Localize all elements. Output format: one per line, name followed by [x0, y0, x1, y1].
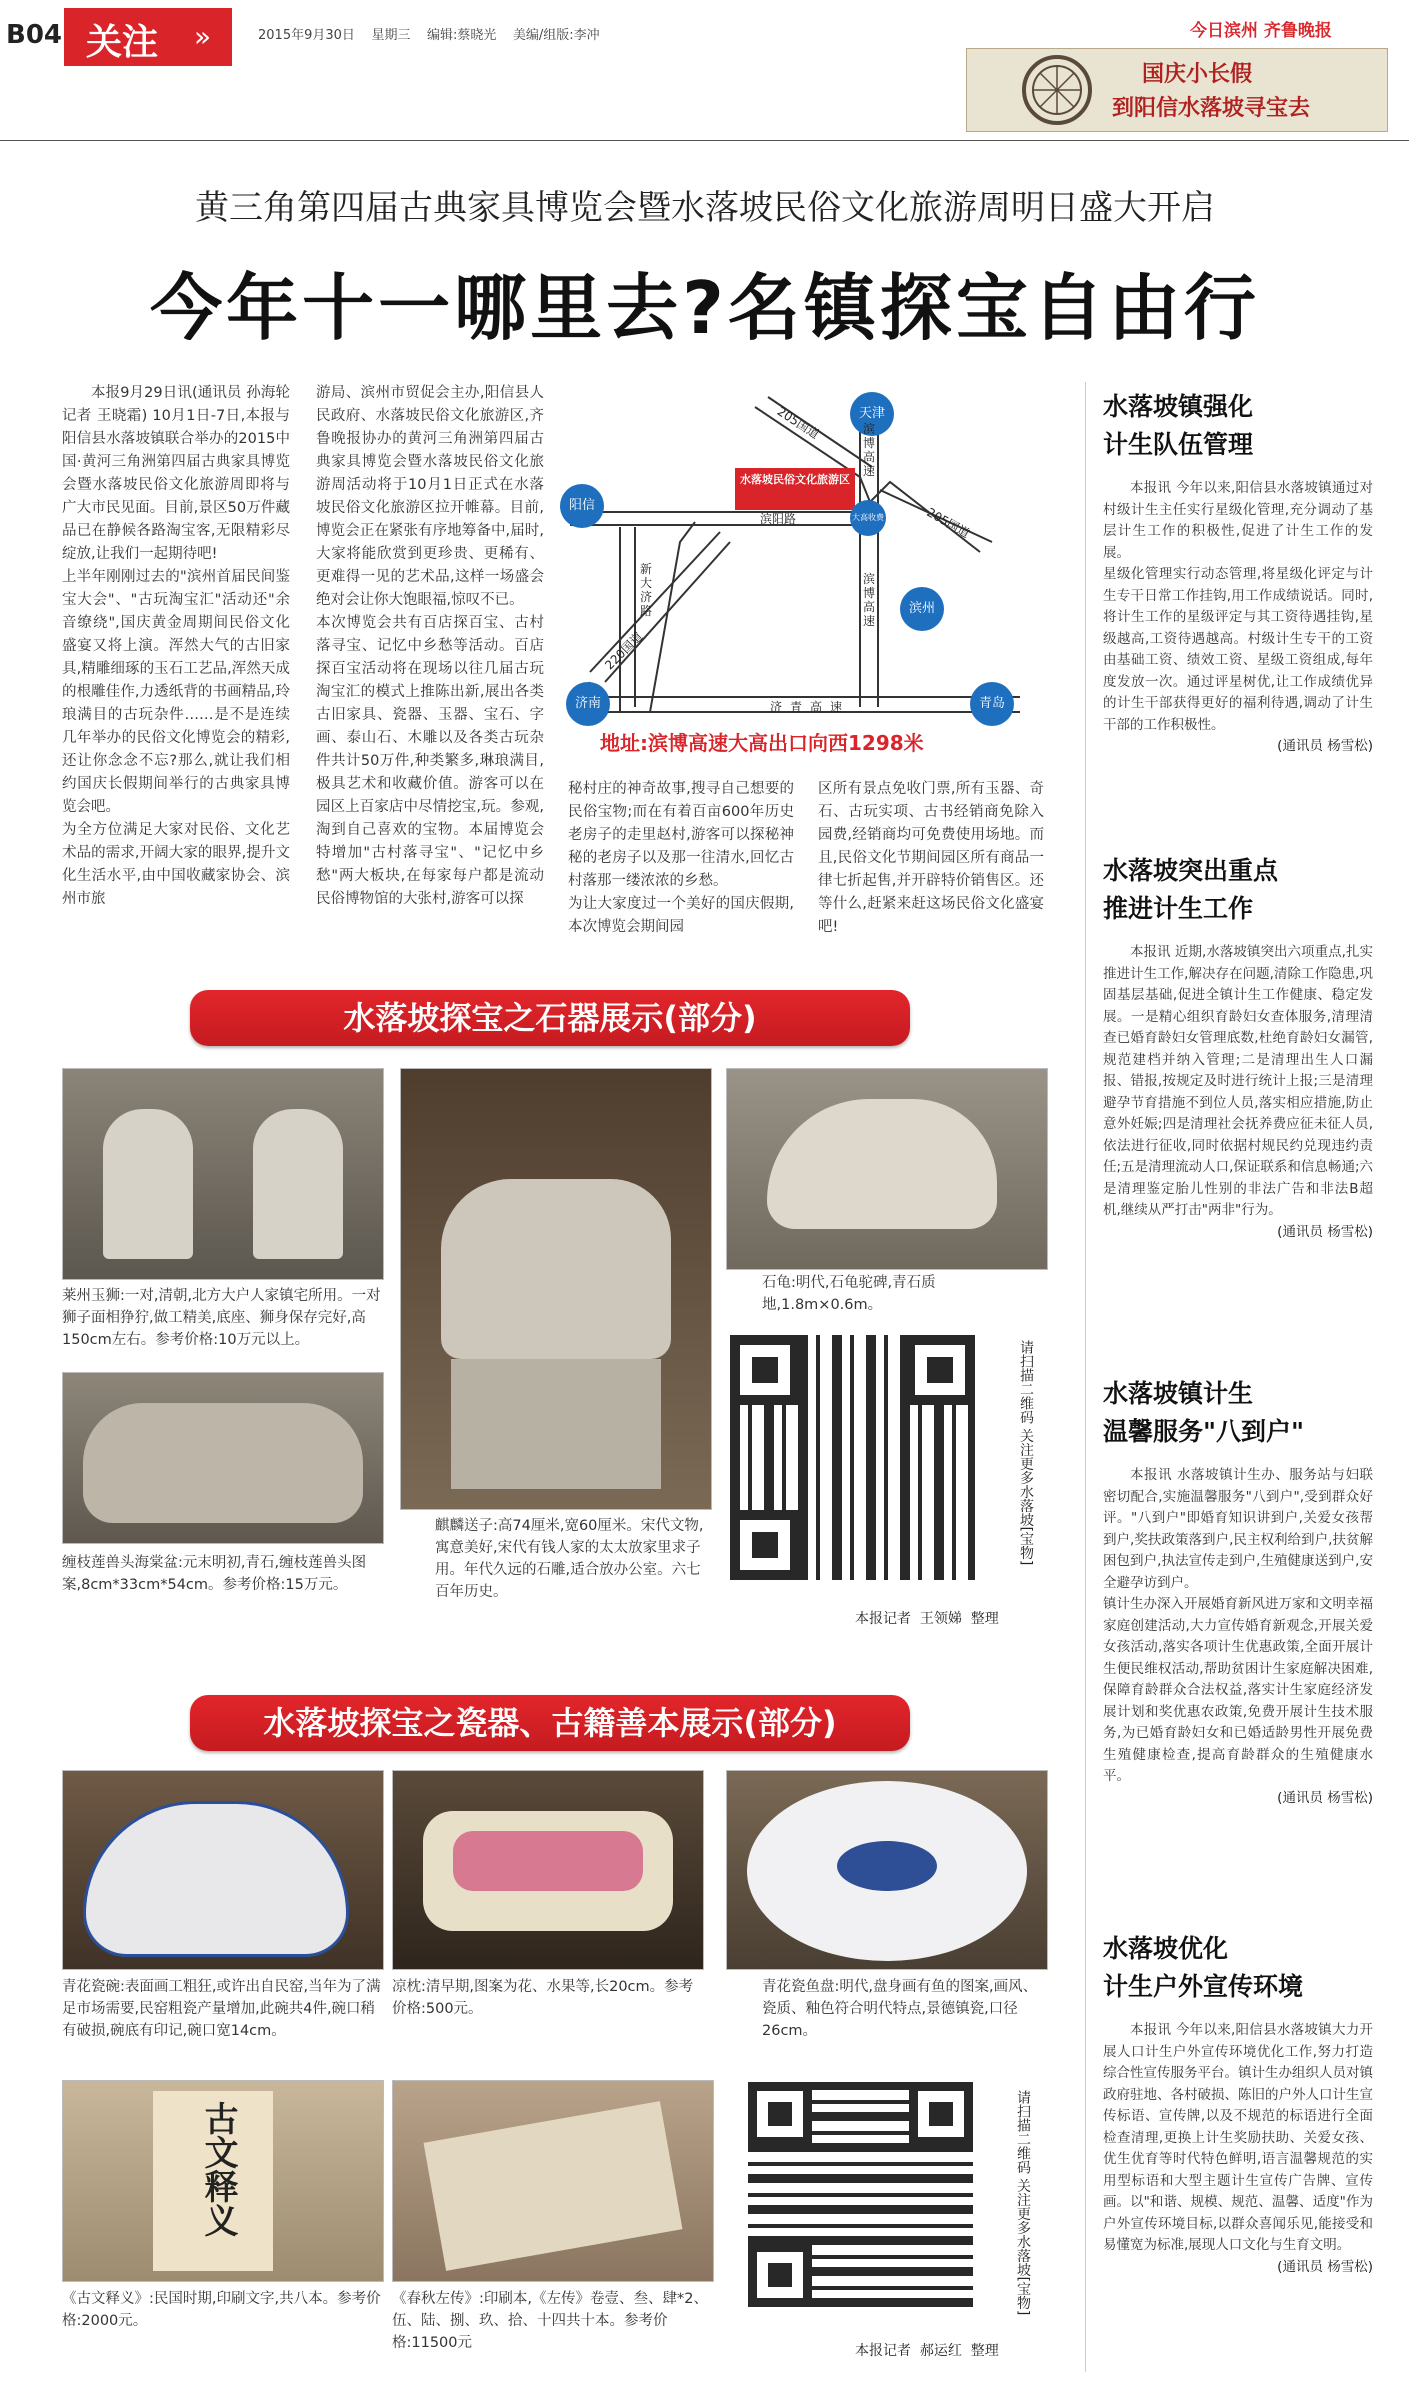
map-spot-label: 水落坡民俗文化旅游区 — [740, 473, 850, 486]
paper-name: 今日滨州 齐鲁晚报 — [1190, 21, 1332, 41]
photo-book-2 — [392, 2080, 714, 2282]
map-road-xinda: 新大济路 — [640, 562, 653, 618]
pavilion-window-icon — [997, 51, 1117, 129]
photo-plate — [726, 1770, 1048, 1970]
sidebar-article-3 — [1103, 1375, 1373, 1809]
article-col-3: 秘村庄的神奇故事,搜寻自己想要的民俗宝物;而在有着百亩600年历史老房子的走里赵村,游客可以探秘神秘的老房子以及那一往清水,回忆古村落那一缕浓浓的乡愁。 为让大家度过一个美好的国庆假期,本次博览会期间园 — [568, 781, 794, 935]
article-col-1: 本报9月29日讯(通讯员 孙海轮 记者 王晓霜) 10月1日-7日,本报与阳信县水落坡镇联合举办的2015中国·黄河三角洲第四届古典家具博览会暨水落坡民俗文化旅游周即将与广大市民见面。目前,景区50万件藏品已在静候各路淘宝客,无限精彩尽绽放,让我们一起期待吧! 上半年刚刚过去的"滨州首届民间鉴宝大会"、"古玩淘宝汇"活动还"余音缭绕",国庆黄金周期间民俗文化盛宴又将上演。浑然大气的古旧家具,精雕细琢的玉石工艺品,浑然天成的根雕佳作,力透纸背的书画精品,玲琅满目的古玩杂件……是不是连续几年举办的民俗文化博览会的精彩,还让你念念不忘?那么,就让我们相约国庆长假期间举行的古典家具博览会吧。 为全方位满足大家对民俗、文化艺术品的需求,开阔大家的眼界,提升文化生活水平,由中国收藏家协会、滨州市旅 — [62, 385, 290, 907]
headline-kicker: 黄三角第四届古典家具博览会暨水落坡民俗文化旅游周明日盛大开启 — [195, 188, 1215, 228]
photo-bowl — [62, 1770, 384, 1970]
sidebar-article-2 — [1103, 852, 1373, 1243]
map-road-220: 220国道 — [602, 629, 646, 673]
qr-code-stone[interactable] — [730, 1335, 975, 1580]
book-cover-title: 古文释义 — [198, 2101, 238, 2237]
sidebar-body-3: 本报讯 水落坡镇计生办、服务站与妇联密切配合,实施温馨服务"八到户",受到群众好评。"八到户"即婚育知识讲到户,关爱女孩帮到户,奖扶政策落到户,民主权利给到户,扶贫解困包到户,执法宣传走到户,生殖健康送到户,安全避孕访到户。 镇计生办深入开展婚育新风进万家和文明幸福家庭创建活动,大力宣传婚育新观念,开展关爱女孩活动,落实各项计生优惠政策,全面开展计生便民维权活动,帮助贫困计生家庭解决困难,保障育龄群众合法权益,落实计生家庭经济发展计划和奖优惠农政策,免费开展计生技术服务,为已婚育龄妇女和已婚适龄男性开展免费生殖健康检查,提高育龄群众的生殖健康水平。 — [1103, 1467, 1373, 1784]
map-city-qingdao: 青岛 — [970, 682, 1014, 726]
sidebar-body-2: 本报讯 近期,水落坡镇突出六项重点,扎实推进计生工作,解决存在问题,清除工作隐患,巩固基层基础,促进全镇计生工作健康、稳定发展。一是精心组织育龄妇女查体服务,清理清查已婚育龄妇女管理底数,杜绝育龄妇女漏管,规范建档并纳入管理;二是清理出生人口漏报、错报,按规定及时进行统计上报;三是清理避孕节育措施不到位人员,落实相应措施,防止意外妊娠;四是清理社会抚养费应征未征人员,依法进行征收,同时依据村规民约兑现违约责任;五是清理流动人口,保证联系和信息畅通;六是清理鉴定胎儿性别的非法广告和非法B超机,继续从严打击"两非"行为。 — [1103, 944, 1373, 1218]
qr-note-stone: 请扫描二维码 关注更多水落坡[宝物] — [1018, 1340, 1034, 1566]
caption-lions: 莱州玉狮:一对,清朝,北方大户人家镇宅所用。一对狮子面相狰狞,做工精美,底座、狮身保存完好,高150cm左右。参考价格:10万元以上。 — [62, 1288, 381, 1348]
header-designer: 美编/组版:李冲 — [512, 28, 600, 43]
sidebar-title-2: 水落坡突出重点 推进计生工作 — [1103, 856, 1279, 923]
caption-turtle: 石龟:明代,石龟驼碑,青石质地,1.8m×0.6m。 — [762, 1275, 936, 1313]
sidebar-body-4: 本报讯 今年以来,阳信县水落坡镇大力开展人口计生户外宣传环境优化工作,努力打造综合性宣传服务平台。镇计生办组织人员对镇政府驻地、各村破损、陈旧的户外人口计生宣传标语、宣传牌,以及不规范的标语进行全面检查清理,更换上计生奖励扶助、关爱女孩、优生优育等时代特色鲜明,语言温馨规范的实用型标语和大型主题计生宣传广告牌、宣传画。以"和谐、规模、规范、温馨、适度"作为户外宣传环境目标,以群众喜闻乐见,能接受和易懂宽为标准,展现人口文化与生育文明。 — [1103, 2022, 1373, 2253]
sidebar-article-1 — [1103, 388, 1373, 757]
ad-line-2: 到阳信水落坡寻宝去 — [1112, 95, 1311, 121]
caption-pillow: 凉枕:清早期,图案为花、水果等,长20cm。参考价格:500元。 — [392, 1979, 694, 2017]
header-bar — [0, 0, 1409, 121]
ad-line-1: 国庆小长假 — [1142, 61, 1253, 87]
route-map — [560, 382, 1048, 767]
credit-stone: 本报记者 王领娣 整理 — [855, 1611, 999, 1627]
qr-note-porcelain: 请扫描二维码 关注更多水落坡[宝物] — [1015, 2090, 1031, 2316]
photo-pillow — [392, 1770, 704, 1970]
stone-section-banner: 水落坡探宝之石器展示(部分) — [190, 990, 910, 1046]
section-label: 关注 — [86, 22, 159, 63]
caption-bowl: 青花瓷碗:表面画工粗狂,或许出自民窑,当年为了满足市场需要,民窑粗瓷产量增加,此碗共4件,碗口稍有破损,碗底有印记,碗口宽14cm。 — [62, 1979, 381, 2039]
article-col-2: 游局、滨州市贸促会主办,阳信县人民政府、水落坡民俗文化旅游区,齐鲁晚报协办的黄河三角洲第四届古典家具博览会暨水落坡民俗文化旅游周活动将于10月1日正式在水落坡民俗文化旅游区拉开帷幕。目前,博览会正在紧张有序地筹备中,届时,大家将能欣赏到更珍贵、更稀有、更难得一见的艺术品,这样一场盛会绝对会让你大饱眼福,惊叹不已。 本次博览会共有百店探百宝、古村落寻宝、记忆中乡愁等活动。百店探百宝活动将在现场以往几届古玩淘宝汇的模式上推陈出新,展出各类古旧家具、瓷器、玉器、宝石、字画、泰山石、木雕以及各类古玩杂件共计50万件,种类繁多,琳琅满目,极具艺术和收藏价值。游客可以在园区上百家店中尽情挖宝,玩。参观,淘到自己喜欢的宝物。本届博览会特增加"古村落寻宝"、"记忆中乡愁"两大板块,在每家每户都是流动民俗博物馆的大张村,游客可以探 — [316, 385, 544, 907]
sidebar-article-4 — [1103, 1930, 1373, 2278]
header-editor: 编辑:蔡晓光 — [426, 28, 497, 43]
sidebar-author-2: (通讯员 杨雪松) — [1277, 1223, 1373, 1240]
map-city-tianjin: 天津 — [850, 392, 894, 436]
credit-porcelain: 本报记者 郝运红 整理 — [855, 2343, 999, 2359]
caption-plate: 青花瓷鱼盘:明代,盘身画有鱼的图案,画风、瓷质、釉色符合明代特点,景德镇瓷,口径26cm。 — [762, 1979, 1038, 2039]
section-tab — [64, 8, 232, 66]
caption-qilin: 麒麟送子:高74厘米,宽60厘米。宋代文物,寓意美好,宋代有钱人家的太太放家里求子用。年代久远的石雕,适合放办公室。六七百年历史。 — [435, 1518, 704, 1600]
sidebar-divider — [1085, 382, 1086, 2372]
sidebar-body-1: 本报讯 今年以来,阳信县水落坡镇通过对村级计生主任实行星级化管理,充分调动了基层计生工作的积极性,促进了计生工作的发展。 星级化管理实行动态管理,将星级化评定与计生专干日常工作挂钩,用工作成绩说话。同时,将计生工作的星级评定与其工资待遇挂钩,星级越高,工资待遇越高。村级计生专干的工资由基础工资、绩效工资、星级工资组成,每年度发放一次。通过评星树优,让工作成绩优异的计生干部获得更好的福利待遇,调动了计生干部的工作积极性。 — [1103, 480, 1373, 733]
map-exit-badge: 大高收费站 — [850, 500, 886, 536]
map-city-yangxin: 阳信 — [560, 484, 604, 528]
map-road-binbo: 滨博高速 — [863, 422, 876, 478]
qr-code-porcelain[interactable] — [748, 2082, 973, 2307]
sidebar-author-3: (通讯员 杨雪松) — [1277, 1789, 1373, 1806]
sidebar-title-3: 水落坡镇计生 温馨服务"八到户" — [1103, 1379, 1305, 1446]
map-road-binbo-2: 滨博高速 — [863, 572, 876, 628]
double-chevron-icon: » — [194, 20, 212, 53]
porcelain-section-banner: 水落坡探宝之瓷器、古籍善本展示(部分) — [190, 1695, 910, 1751]
sidebar-title-4: 水落坡优化 计生户外宣传环境 — [1103, 1934, 1304, 2001]
map-road-jiqing: 济青高速 — [770, 700, 851, 714]
photo-qilin — [400, 1068, 712, 1510]
caption-basin: 缠枝莲兽头海棠盆:元末明初,青石,缠枝莲兽头图案,8cm*33cm*54cm。参考价格:15万元。 — [62, 1555, 367, 1593]
ad-box — [966, 48, 1388, 132]
header-date: 2015年9月30日 — [258, 28, 355, 43]
map-road-205b: 205国道 — [924, 505, 973, 541]
photo-lions — [62, 1068, 384, 1280]
map-address: 地址:滨博高速大高出口向西1298米 — [600, 731, 924, 755]
caption-book-1: 《古文释义》:民国时期,印刷文字,共八本。参考价格:2000元。 — [62, 2291, 381, 2329]
sidebar-title-1: 水落坡镇强化 计生队伍管理 — [1103, 392, 1254, 459]
article-col-4: 区所有景点免收门票,所有玉器、奇石、古玩实项、古书经销商免除入园费,经销商均可免费使用场地。而且,民俗文化节期间园区所有商品一律七折起售,并开辟特价销售区。还等什么,赶紧来赶这场民俗文化盛宴吧! — [818, 781, 1044, 935]
map-road-205: 205国道 — [774, 404, 822, 442]
header-rule — [0, 140, 1409, 141]
header-weekday: 星期三 — [371, 28, 411, 43]
photo-basin — [62, 1372, 384, 1544]
page-code: B04 — [6, 20, 62, 50]
sidebar-author-4: (通讯员 杨雪松) — [1277, 2258, 1373, 2275]
caption-book-2: 《春秋左传》:印刷本,《左传》卷壹、叁、肆*2、伍、陆、捌、玖、拾、十四共十本。参考价格:11500元 — [392, 2291, 708, 2351]
photo-book-1 — [62, 2080, 384, 2282]
headline-title: 今年十一哪里去?名镇探宝自由行 — [150, 266, 1260, 350]
map-city-binzhou: 滨州 — [900, 587, 944, 631]
map-road-binyang: 滨阳路 — [760, 512, 797, 526]
photo-turtle — [726, 1068, 1048, 1270]
sidebar-author-1: (通讯员 杨雪松) — [1277, 738, 1373, 754]
map-city-jinan: 济南 — [566, 682, 610, 726]
header-meta — [258, 24, 600, 43]
